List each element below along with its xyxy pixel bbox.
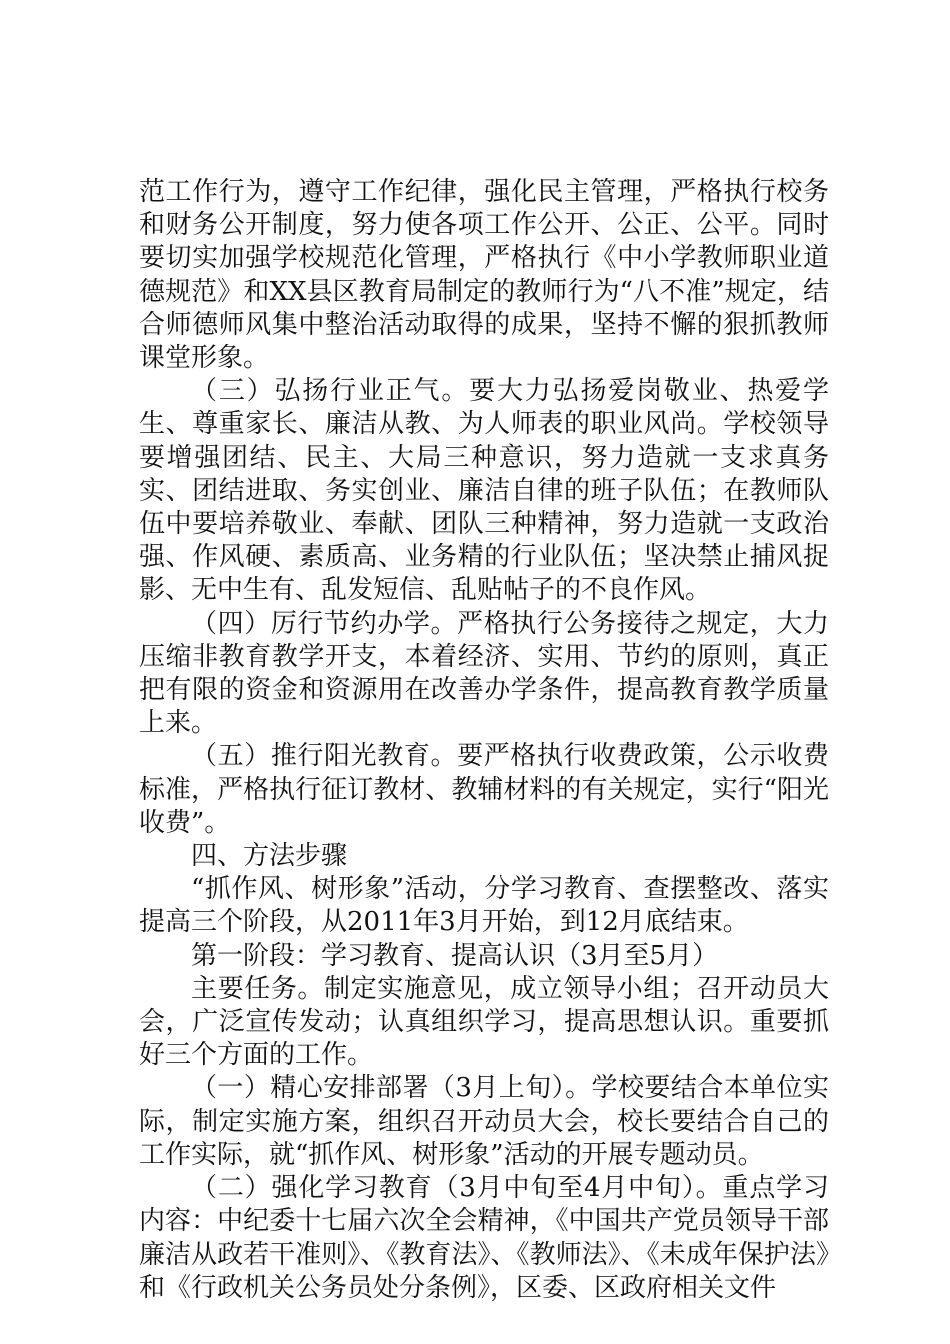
heading-phase-one: 第一阶段：学习教育、提高认识（3月至5月）	[191, 940, 719, 971]
paragraph-continued: 范工作行为，遵守工作纪律，强化民主管理，严格执行校务和财务公开制度，努力使各项工作公开、公正、公平。同时要切实加强学校规范化管理，严格执行《中小学教师职业道德规范》和XX县区教育局制定的教师行为“八不准”规定，结合师德师风集中整治活动取得的成果，坚持不懈的狠抓教师课堂形象。	[139, 177, 829, 374]
paragraph-section-4: （四）厉行节约办学。严格执行公务接待之规定，大力压缩非教育教学开支，本着经济、实用、节约的原则，真正把有限的资金和资源用在改善办学条件，提高教育教学质量上来。	[139, 608, 829, 739]
paragraph-section-5: （五）推行阳光教育。要严格执行收费政策，公示收费标准，严格执行征订教材、教辅材料的有关规定，实行“阳光收费”。	[139, 741, 829, 838]
document-body	[139, 176, 829, 1305]
paragraph-activity-overview: “抓作风、树形象”活动，分学习教育、查摆整改、落实提高三个阶段，从2011年3月开始，到12月底结束。	[139, 874, 829, 938]
heading-methods-steps: 四、方法步骤	[191, 841, 348, 872]
paragraph-main-tasks: 主要任务。制定实施意见，成立领导小组；召开动员大会，广泛宣传发动；认真组织学习，提高思想认识。重要抓好三个方面的工作。	[139, 973, 829, 1071]
paragraph-step-2: （二）强化学习教育（3月中旬至4月中旬）。重点学习内容：中纪委十七届六次全会精神，《中国共产党员领导干部廉洁从政若干准则》、《教育法》、《教师法》、《未成年保护法》和《行政机关公务员处分条例》，区委、区政府相关文件	[139, 1173, 829, 1303]
paragraph-step-1: （一）精心安排部署（3月上旬）。学校要结合本单位实际，制定实施方案，组织召开动员大会，校长要结合自己的工作实际，就“抓作风、树形象”活动的开展专题动员。	[139, 1073, 829, 1170]
paragraph-section-3: （三）弘扬行业正气。要大力弘扬爱岗敬业、热爱学生、尊重家长、廉洁从教、为人师表的职业风尚。学校领导要增强团结、民主、大局三种意识，努力造就一支求真务实、团结进取、务实创业、廉洁自律的班子队伍；在教师队伍中要培养敬业、奉献、团队三种精神，努力造就一支政治强、作风硬、素质高、业务精的行业队伍；坚决禁止捕风捉影、无中生有、乱发短信、乱贴帖子的不良作风。	[139, 376, 829, 606]
